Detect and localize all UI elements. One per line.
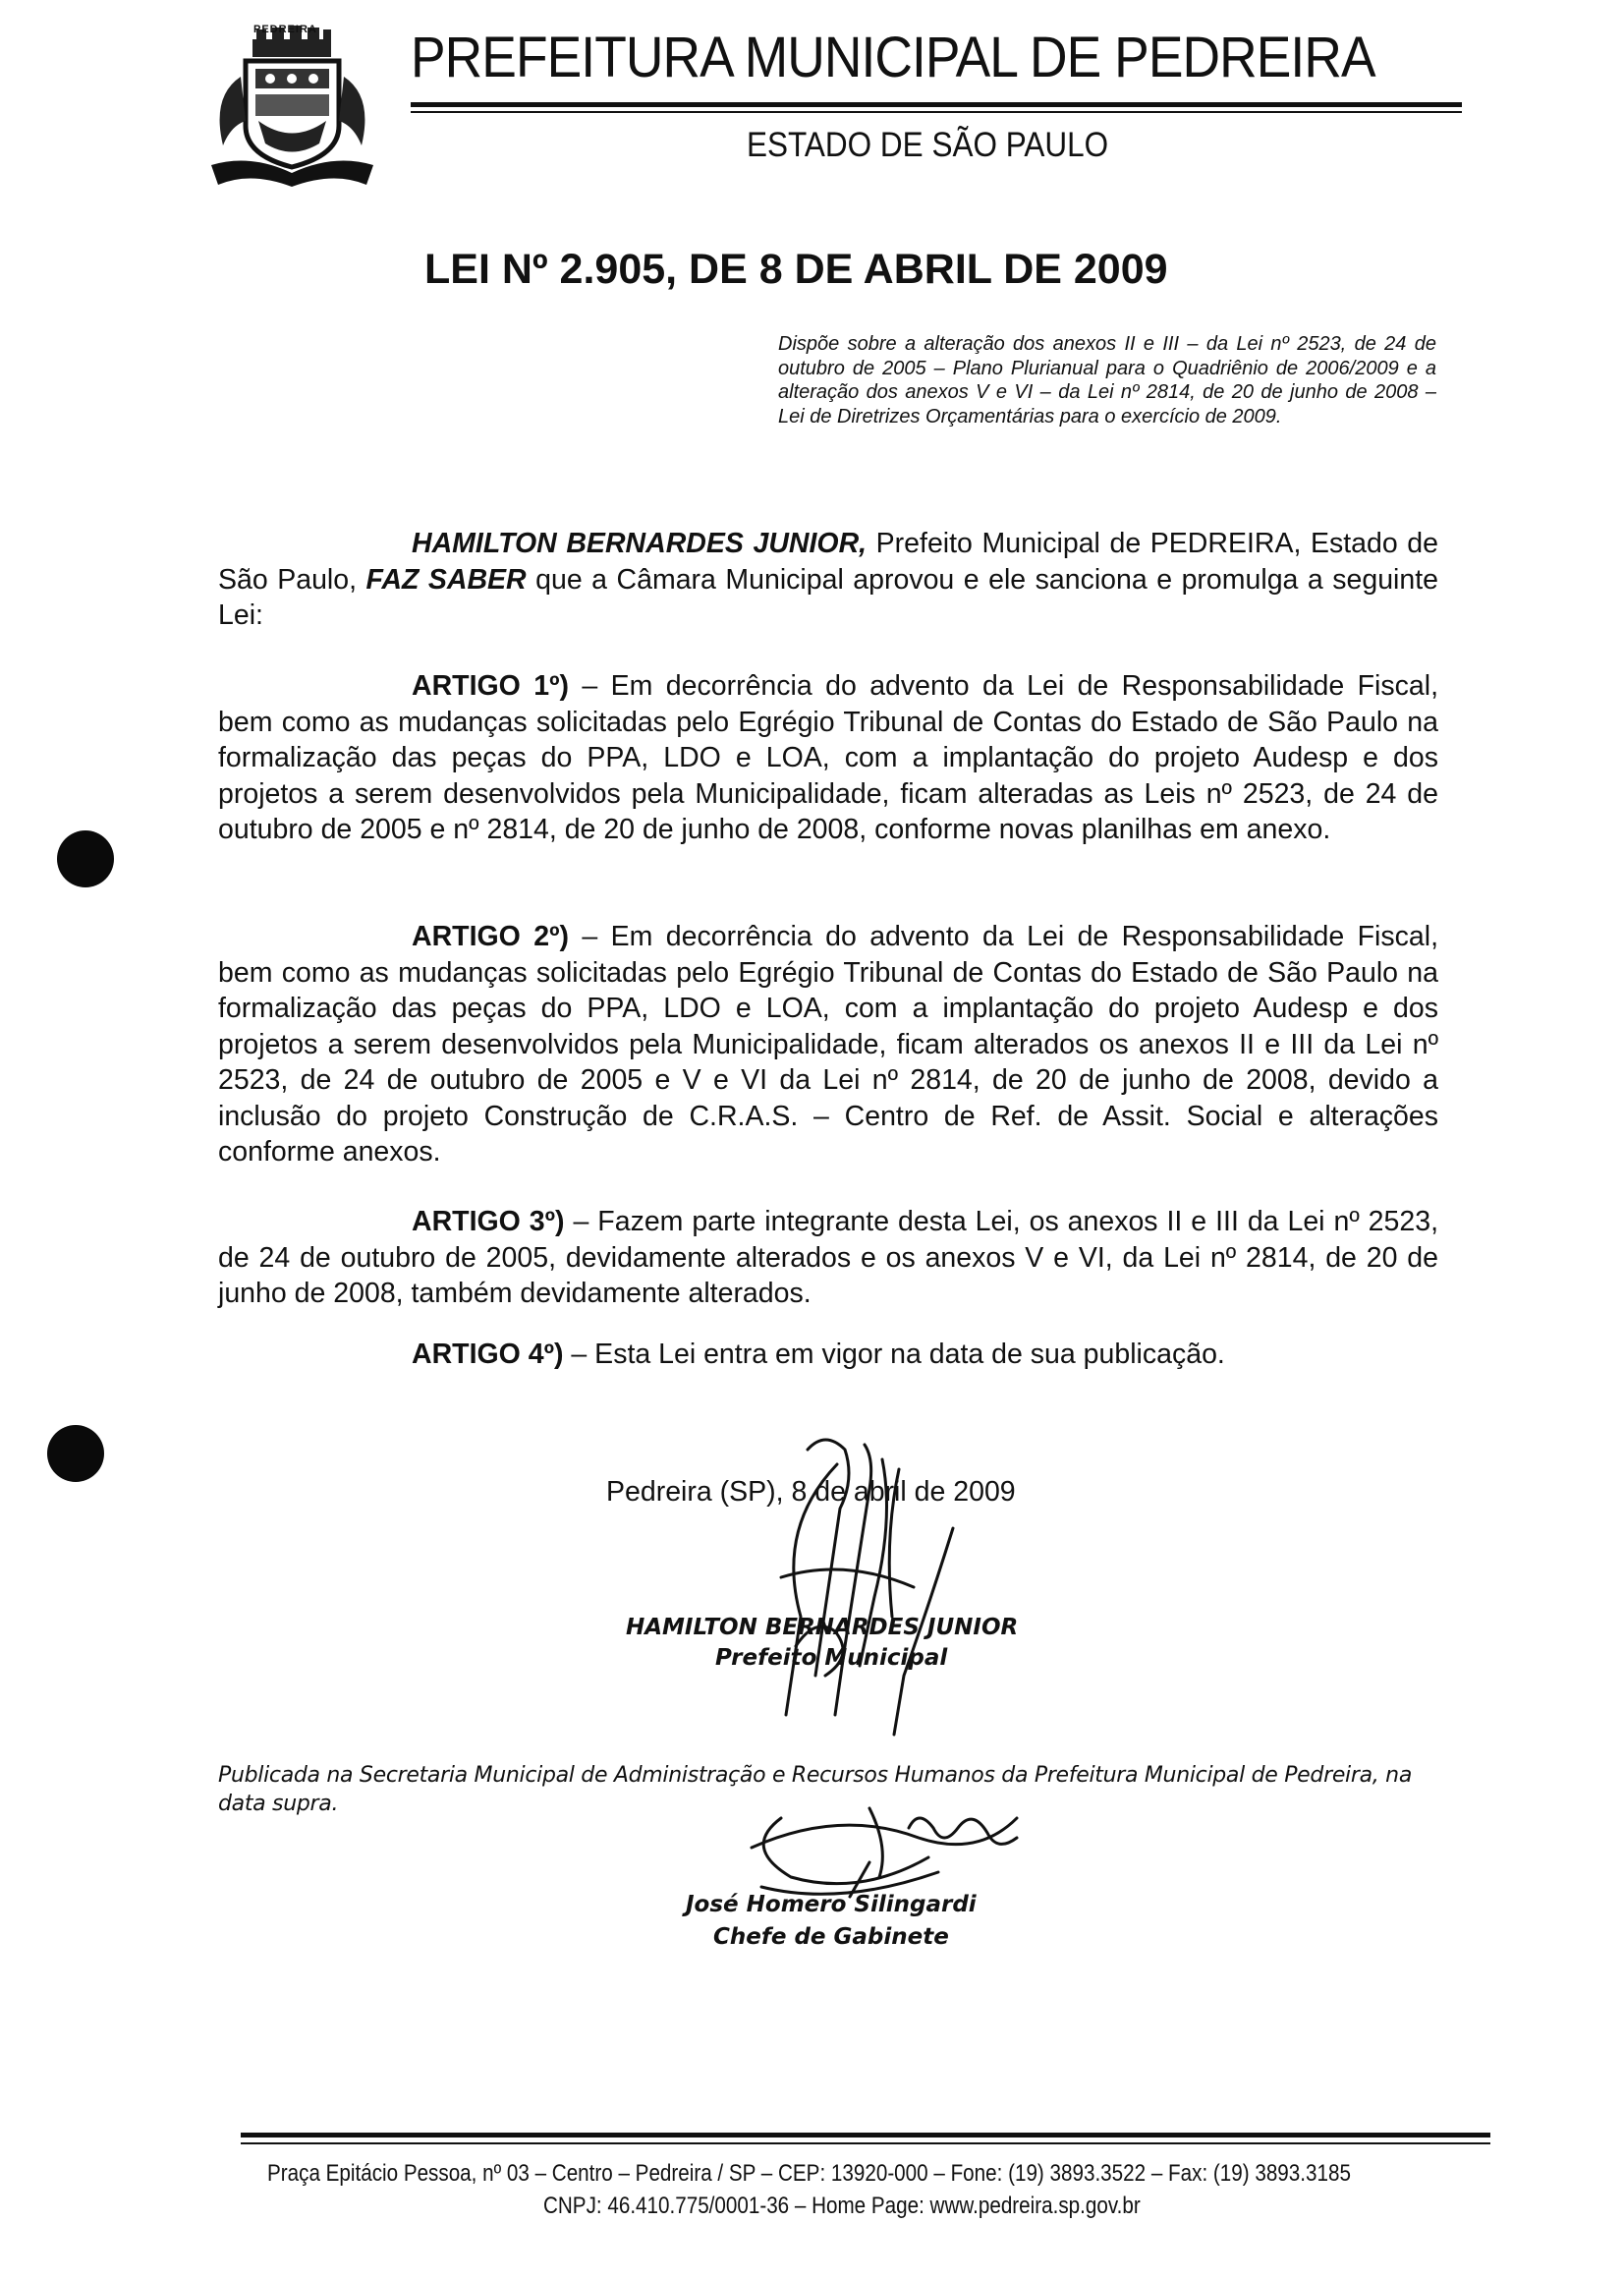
faz-saber: FAZ SABER — [365, 563, 527, 596]
intro-paragraph — [218, 526, 1438, 634]
footer-rule-thick — [241, 2133, 1490, 2138]
mayor-name-inline: HAMILTON BERNARDES JUNIOR, — [412, 528, 868, 559]
article-label: ARTIGO 2º) — [412, 921, 569, 952]
law-title: LEI Nº 2.905, DE 8 DE ABRIL DE 2009 — [424, 246, 1168, 293]
chief-signature-name: José Homero Silingardi — [686, 1892, 977, 1917]
intro-text-1: Prefeito Municipal de PEDREIRA, Estado de São Paulo, — [218, 528, 1438, 596]
article-label: ARTIGO 1º) — [412, 670, 569, 702]
mayor-signature-icon — [550, 1420, 1061, 1754]
article-text: – Em decorrência do advento da Lei de Responsabilidade Fiscal, bem como as mudanças solicitadas pelo Egrégio Tribunal de Contas do Estado de São Paulo na formalização das peças do PPA, LDO e LOA, com a implantação do projeto Audesp e dos projetos a serem desenvolvidos pela Municipalidade, ficam alteradas as Leis nº 2523, de 24 de outubro de 2005 e nº 2814, de 20 de junho de 2008, conforme novas planilhas em anexo. — [218, 670, 1438, 845]
article-text: – Em decorrência do advento da Lei de Responsabilidade Fiscal, bem como as mudanças solicitadas pelo Egrégio Tribunal de Contas do Estado de São Paulo na formalização das peças do PPA, LDO e LOA, com a implantação do projeto Audesp e dos projetos a serem desenvolvidos pela Municipalidade, ficam alterados os anexos II e III da Lei nº 2523, de 24 de outubro de 2005 e V e VI da Lei nº 2814, de 20 de junho de 2008, devido a inclusão do projeto Construção de C.R.A.S. – Centro de Ref. de Assit. Social e alterações conforme anexos. — [218, 921, 1438, 1168]
header-rule-thick — [411, 102, 1462, 107]
law-summary: Dispõe sobre a alteração dos anexos II e III – da Lei nº 2523, de 24 de outubro de 2005 – Plano Plurianual para o Quadriênio de 2006/2009 e a alteração dos anexos V e VI – da Lei nº 2814, de 20 de junho de 2008 – Lei de Diretrizes Orçamentárias para o exercício de 2009. — [778, 333, 1436, 428]
footer-address: Praça Epitácio Pessoa, nº 03 – Centro – Pedreira / SP – CEP: 13920-000 – Fone: (19) 3893.3522 – Fax: (19) 3893.3185 — [267, 2160, 1351, 2187]
mayor-signature-title: Prefeito Municipal — [715, 1645, 948, 1671]
article-4 — [218, 1337, 1438, 1373]
footer-rule-thin — [241, 2142, 1490, 2144]
municipal-coat-of-arms-icon — [201, 18, 383, 187]
place-and-date: Pedreira (SP), 8 de abril de 2009 — [606, 1476, 1016, 1508]
article-2 — [218, 919, 1438, 1170]
article-text: – Esta Lei entra em vigor na data de sua publicação. — [563, 1339, 1225, 1370]
publication-note: Publicada na Secretaria Municipal de Administração e Recursos Humanos da Prefeitura Municipal de Pedreira, na data supra. — [218, 1763, 1413, 1816]
intro-text-2: que a Câmara Municipal aprovou e ele sanciona e promulga a seguinte Lei: — [218, 563, 1438, 631]
mayor-signature-name: HAMILTON BERNARDES JUNIOR — [626, 1615, 1019, 1640]
article-text: – Fazem parte integrante desta Lei, os anexos II e III da Lei nº 2523, de 24 de outubro de 2005, devidamente alterados e os anexos V e VI, da Lei nº 2814, de 20 de junho de 2008, também devidamente alterados. — [218, 1206, 1439, 1309]
punch-hole — [57, 830, 114, 887]
chief-signature-title: Chefe de Gabinete — [713, 1924, 949, 1950]
article-label: ARTIGO 4º) — [412, 1339, 564, 1370]
footer-cnpj: CNPJ: 46.410.775/0001-36 – Home Page: www.pedreira.sp.gov.br — [543, 2193, 1141, 2219]
punch-hole — [47, 1425, 104, 1482]
article-1 — [218, 668, 1438, 848]
article-label: ARTIGO 3º) — [412, 1206, 565, 1237]
header-rule-thin — [411, 111, 1462, 113]
organization-name: PREFEITURA MUNICIPAL DE PEDREIRA — [411, 26, 1375, 89]
crest-label: PEDREIRA — [253, 24, 317, 35]
article-3 — [218, 1204, 1438, 1312]
state-name: ESTADO DE SÃO PAULO — [747, 126, 1109, 164]
